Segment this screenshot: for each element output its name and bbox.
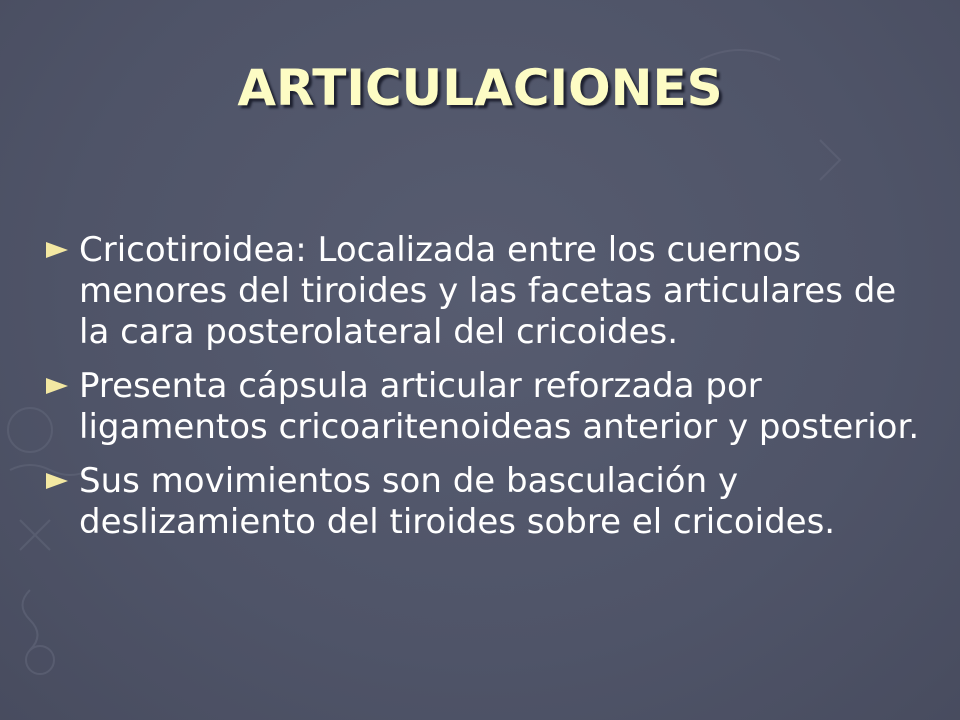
bullet-text: Cricotiroidea: Localizada entre los cuernos menores del tiroides y las facetas articulares de la cara posterolateral del cricoides. xyxy=(79,230,897,352)
bullet-item xyxy=(46,230,936,353)
triangle-right-icon xyxy=(46,242,68,258)
bullet-text: Presenta cápsula articular reforzada por ligamentos cricoaritenoideas anterior y posterior. xyxy=(79,366,920,447)
bullet-text: Sus movimientos son de basculación y deslizamiento del tiroides sobre el cricoides. xyxy=(79,461,836,542)
bullet-item xyxy=(46,366,936,448)
triangle-right-icon xyxy=(46,378,68,394)
bullet-item xyxy=(46,461,936,543)
triangle-right-icon xyxy=(46,473,68,489)
bullet-list xyxy=(46,230,936,556)
slide-title: ARTICULACIONES xyxy=(237,59,723,117)
